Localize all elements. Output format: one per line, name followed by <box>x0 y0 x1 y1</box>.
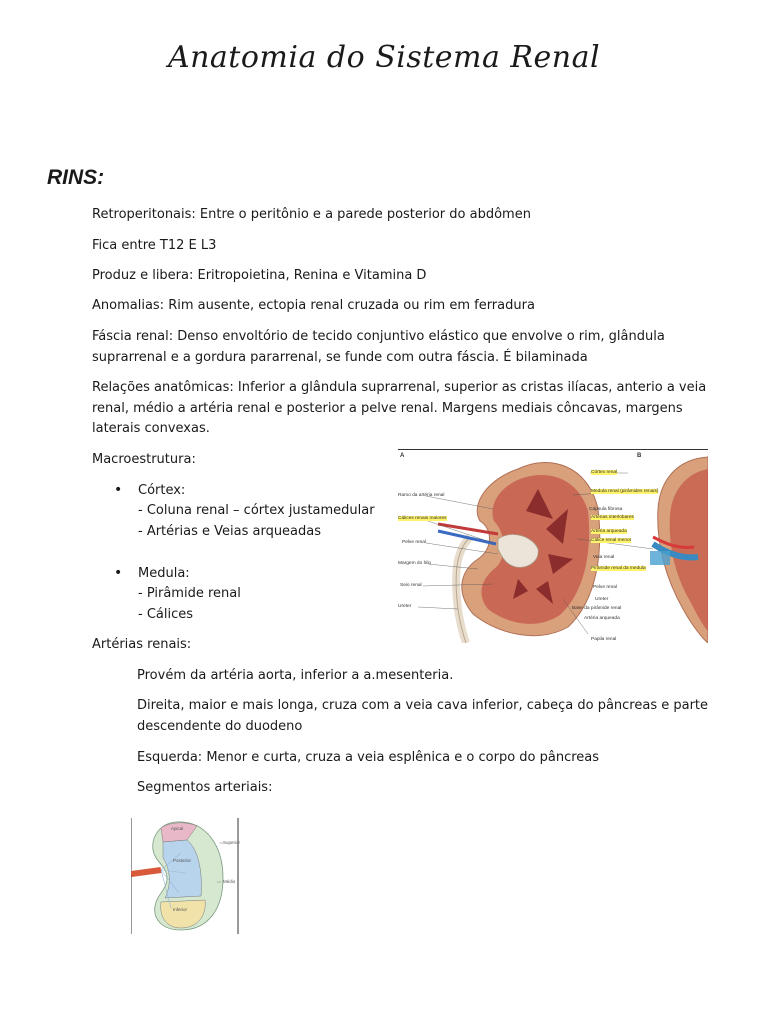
paragraph-provem: Provém da artéria aorta, inferior a a.mesenteria. <box>137 668 454 683</box>
bullet-medula-item: - Pirâmide renal <box>138 586 241 601</box>
figure-label: Ramo da artéria renal <box>398 493 445 498</box>
figure-label: Veia renal <box>593 555 615 560</box>
figure-label-highlight: Pirâmide renal da medula <box>591 566 646 571</box>
figure-label <box>591 470 617 475</box>
paragraph-segmentos: Segmentos arteriais: <box>137 780 273 795</box>
figure-label: Pelve renal <box>402 540 426 545</box>
figure-label-highlight: Medula renal (pirâmides renais) <box>591 489 659 494</box>
figure-label-highlight: Artéria arqueada <box>591 529 627 534</box>
figure-label-highlight: Cálice renal menor <box>591 538 632 543</box>
figure-label: Seio renal <box>400 583 422 588</box>
figure-label-highlight: Cálices renais maiores <box>398 516 447 521</box>
segment-label: Médio <box>223 879 236 884</box>
figure-panel-b-label: B <box>637 453 642 459</box>
paragraph-anomalias: Anomalias: Rim ausente, ectopia renal cruzada ou rim em ferradura <box>92 298 535 313</box>
figure-label: Base da pirâmide renal <box>572 606 622 611</box>
figure-label <box>591 566 646 571</box>
bullet-medula-item: - Cálices <box>138 607 194 622</box>
paragraph-relacoes: Relações anatômicas: Inferior a glândula suprarrenal, superior as cristas ilíacas, anterio a veia renal, médio a artéria renal e posterior a pelve renal. Margens mediais côncavas, margens laterais convexas. <box>92 380 707 436</box>
kidney-anatomy-figure <box>398 449 708 643</box>
page-title: Anatomia do Sistema Renal <box>167 40 601 75</box>
figure-label: Papila renal <box>591 637 617 642</box>
segments-illustration <box>131 818 239 934</box>
figure-label-highlight: Córtex renal <box>591 470 618 475</box>
figure-label: Artéria arqueada <box>584 616 620 621</box>
paragraph-esquerda: Esquerda: Menor e curta, cruza a veia esplênica e o corpo do pâncreas <box>137 750 600 765</box>
figure-label: Cápsula fibrosa <box>589 507 623 512</box>
bullet-cortex-label: Córtex: <box>138 483 186 498</box>
figure-label-highlight: Artérias interlobares <box>591 515 634 520</box>
bullet-cortex-item: - Coluna renal – córtex justamedular <box>138 503 375 518</box>
bullet-cortex-item: - Artérias e Veias arqueadas <box>138 524 322 539</box>
paragraph-fica-entre: Fica entre T12 E L3 <box>92 238 217 253</box>
paragraph-fascia: Fáscia renal: Denso envoltório de tecido conjuntivo elástico que envolve o rim, glândula suprarrenal e a gordura pararrenal, se funde com outra fáscia. É bilaminada <box>92 329 665 365</box>
segment-label: Inferior <box>173 907 188 912</box>
figure-label <box>591 538 631 543</box>
paragraph-direita: Direita, maior e mais longa, cruza com a veia cava inferior, cabeça do pâncreas e parte descendente do duodeno <box>137 698 709 734</box>
figure-label <box>591 529 627 534</box>
segment-label: Apical <box>171 826 184 831</box>
section-heading-rins: RINS: <box>47 166 105 189</box>
paragraph-arterias-heading: Artérias renais: <box>92 637 192 652</box>
bullet-medula-label: Medula: <box>138 566 190 581</box>
segment-label: Posterior <box>173 858 192 863</box>
figure-label: Pelve renal <box>593 585 617 590</box>
kidney-illustration <box>398 449 708 643</box>
figure-label <box>591 515 634 520</box>
bullet-dot: • <box>114 482 123 498</box>
segment-label: Superior <box>223 840 241 845</box>
figure-panel-a-label: A <box>400 453 405 459</box>
figure-label <box>398 516 447 521</box>
arterial-segments-figure <box>131 818 239 934</box>
figure-label: Margem do hilo <box>398 561 432 566</box>
figure-label: Ureter <box>398 604 412 609</box>
figure-label: Ureter <box>595 597 609 602</box>
paragraph-retroperitoneais: Retroperitonais: Entre o peritônio e a parede posterior do abdômen <box>92 207 531 222</box>
paragraph-macroestrutura: Macroestrutura: <box>92 452 196 467</box>
paragraph-produz: Produz e libera: Eritropoietina, Renina e Vitamina D <box>92 268 427 283</box>
bullet-dot: • <box>114 565 123 581</box>
figure-label <box>591 489 658 494</box>
